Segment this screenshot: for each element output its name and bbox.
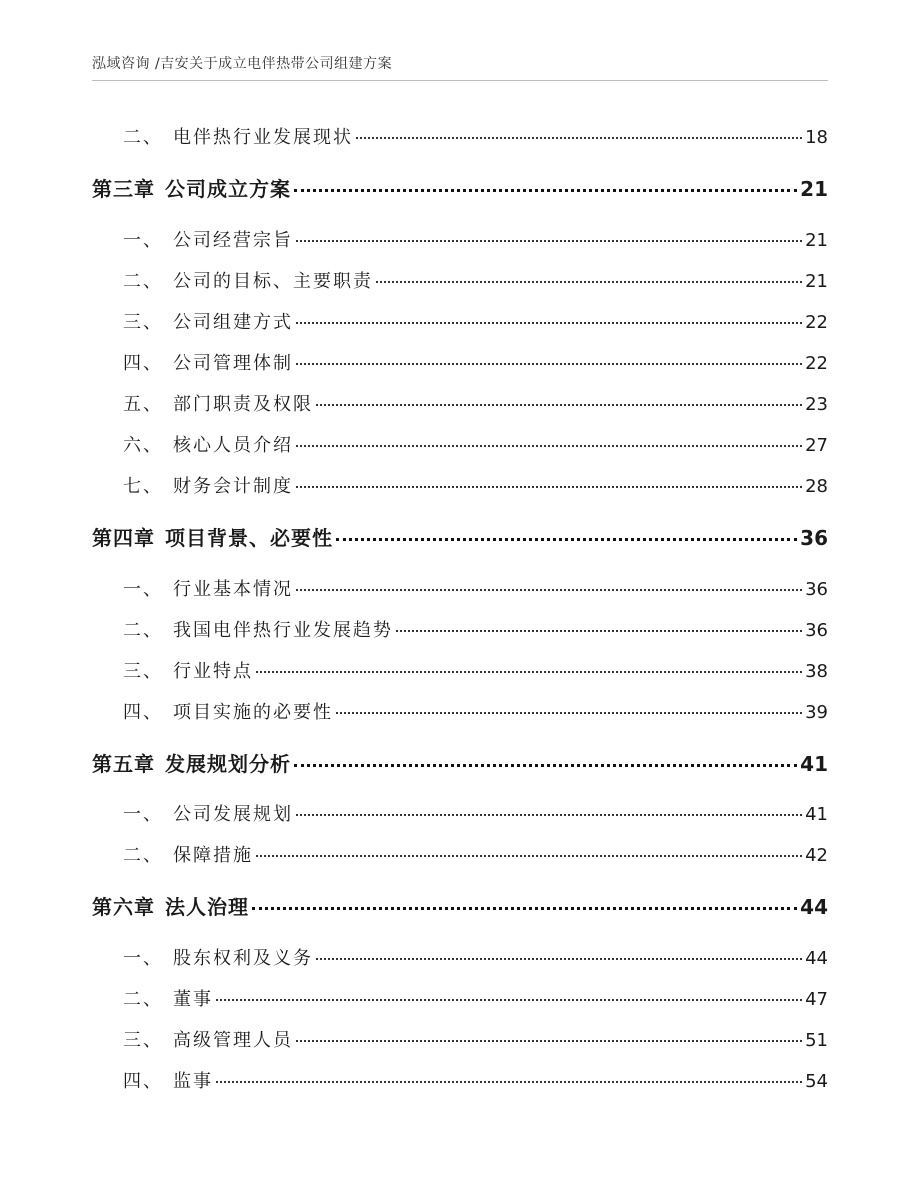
- toc-chapter-title: 公司成立方案: [165, 177, 291, 201]
- toc-dot-leader: [396, 630, 802, 632]
- toc-entry-title: 我国电伴热行业发展趋势: [173, 620, 393, 641]
- toc-chapter-number: 第五章: [92, 752, 155, 776]
- toc-entry-title: 公司经营宗旨: [173, 230, 293, 251]
- toc-chapter-title: 发展规划分析: [165, 752, 291, 776]
- toc-dot-leader: [296, 322, 802, 324]
- toc-dot-leader: [336, 538, 797, 541]
- toc-entry[interactable]: [123, 657, 828, 683]
- toc-dot-leader: [316, 404, 802, 406]
- toc-dot-leader: [376, 281, 802, 283]
- toc-dot-leader: [256, 855, 802, 857]
- toc-dot-leader: [294, 189, 797, 192]
- toc-entry-number: 一、: [123, 579, 163, 600]
- toc-chapter-entry[interactable]: [92, 748, 828, 777]
- toc-chapter-number: 第六章: [92, 895, 155, 919]
- toc-entry[interactable]: [123, 123, 828, 149]
- toc-entry-page: 21: [805, 271, 828, 292]
- toc-entry-title: 电伴热行业发展现状: [173, 127, 353, 148]
- toc-dot-leader: [296, 814, 802, 816]
- toc-entry-page: 28: [805, 476, 828, 497]
- toc-entry-title: 董事: [173, 989, 213, 1010]
- toc-dot-leader: [216, 1081, 802, 1083]
- toc-entry[interactable]: [123, 431, 828, 457]
- toc-entry-number: 二、: [123, 271, 163, 292]
- toc-entry-number: 三、: [123, 1030, 163, 1051]
- toc-entry-title: 股东权利及义务: [173, 948, 313, 969]
- toc-entry-page: 42: [805, 845, 828, 866]
- toc-chapter-page: 21: [800, 177, 828, 201]
- toc-entry[interactable]: [123, 349, 828, 375]
- toc-dot-leader: [256, 671, 802, 673]
- toc-chapter-title: 法人治理: [165, 895, 249, 919]
- toc-entry[interactable]: [123, 985, 828, 1011]
- toc-entry-page: 27: [805, 435, 828, 456]
- toc-chapter-page: 36: [800, 526, 828, 550]
- toc-entry-number: 七、: [123, 476, 163, 497]
- toc-entry-number: 四、: [123, 702, 163, 723]
- toc-entry-page: 36: [805, 579, 828, 600]
- toc-entry[interactable]: [123, 944, 828, 970]
- toc-entry-page: 41: [805, 804, 828, 825]
- toc-entry-number: 六、: [123, 435, 163, 456]
- toc-entry-title: 部门职责及权限: [173, 394, 313, 415]
- toc-entry-number: 三、: [123, 312, 163, 333]
- toc-chapter-number: 第三章: [92, 177, 155, 201]
- toc-entry-number: 二、: [123, 620, 163, 641]
- toc-entry[interactable]: [123, 616, 828, 642]
- toc-chapter-entry[interactable]: [92, 891, 828, 920]
- toc-dot-leader: [336, 712, 802, 714]
- toc-entry-title: 监事: [173, 1071, 213, 1092]
- toc-entry[interactable]: [123, 1067, 828, 1093]
- toc-entry-title: 公司的目标、主要职责: [173, 271, 373, 292]
- toc-dot-leader: [296, 486, 802, 488]
- toc-entry-page: 22: [805, 353, 828, 374]
- toc-entry-page: 44: [805, 948, 828, 969]
- toc-entry-number: 一、: [123, 948, 163, 969]
- toc-entry-title: 公司发展规划: [173, 804, 293, 825]
- toc-entry-number: 三、: [123, 661, 163, 682]
- toc-entry[interactable]: [123, 472, 828, 498]
- toc-entry-page: 38: [805, 661, 828, 682]
- toc-dot-leader: [294, 764, 797, 767]
- toc-entry[interactable]: [123, 1026, 828, 1052]
- toc-chapter-page: 41: [800, 752, 828, 776]
- toc-entry-title: 公司管理体制: [173, 353, 293, 374]
- toc-dot-leader: [296, 589, 802, 591]
- toc-entry-number: 二、: [123, 127, 163, 148]
- toc-entry[interactable]: [123, 390, 828, 416]
- toc-entry-number: 二、: [123, 989, 163, 1010]
- toc-entry-title: 高级管理人员: [173, 1030, 293, 1051]
- toc-entry-title: 行业特点: [173, 661, 253, 682]
- toc-dot-leader: [316, 958, 802, 960]
- toc-entry[interactable]: [123, 800, 828, 826]
- toc-entry-page: 51: [805, 1030, 828, 1051]
- toc-entry-title: 行业基本情况: [173, 579, 293, 600]
- toc-entry-number: 五、: [123, 394, 163, 415]
- toc-entry[interactable]: [123, 841, 828, 867]
- toc-entry[interactable]: [123, 267, 828, 293]
- toc-entry-number: 一、: [123, 230, 163, 251]
- toc-entry[interactable]: [123, 226, 828, 252]
- toc-chapter-page: 44: [800, 895, 828, 919]
- running-header: 泓域咨询 /吉安关于成立电伴热带公司组建方案: [92, 56, 393, 72]
- toc-entry-page: 22: [805, 312, 828, 333]
- toc-dot-leader: [216, 999, 802, 1001]
- toc-entry[interactable]: [123, 575, 828, 601]
- toc-dot-leader: [252, 907, 797, 910]
- toc-entry-page: 47: [805, 989, 828, 1010]
- toc-entry-number: 四、: [123, 353, 163, 374]
- toc-dot-leader: [296, 240, 802, 242]
- toc-entry-page: 39: [805, 702, 828, 723]
- toc-entry-page: 18: [805, 127, 828, 148]
- toc-entry-page: 54: [805, 1071, 828, 1092]
- toc-chapter-entry[interactable]: [92, 173, 828, 202]
- toc-entry-page: 36: [805, 620, 828, 641]
- toc-chapter-number: 第四章: [92, 526, 155, 550]
- toc-entry-title: 财务会计制度: [173, 476, 293, 497]
- toc-entry-number: 四、: [123, 1071, 163, 1092]
- toc-entry-title: 核心人员介绍: [173, 435, 293, 456]
- toc-dot-leader: [296, 1040, 802, 1042]
- toc-entry-title: 项目实施的必要性: [173, 702, 333, 723]
- toc-entry-page: 21: [805, 230, 828, 251]
- toc-entry-title: 公司组建方式: [173, 312, 293, 333]
- toc-chapter-entry[interactable]: [92, 522, 828, 551]
- toc-entry[interactable]: [123, 308, 828, 334]
- toc-entry-number: 二、: [123, 845, 163, 866]
- toc-dot-leader: [296, 445, 802, 447]
- toc-chapter-title: 项目背景、必要性: [165, 526, 333, 550]
- toc-dot-leader: [296, 363, 802, 365]
- toc-dot-leader: [356, 137, 802, 139]
- toc-entry-page: 23: [805, 394, 828, 415]
- toc-entry[interactable]: [123, 698, 828, 724]
- toc-entry-title: 保障措施: [173, 845, 253, 866]
- toc-entry-number: 一、: [123, 804, 163, 825]
